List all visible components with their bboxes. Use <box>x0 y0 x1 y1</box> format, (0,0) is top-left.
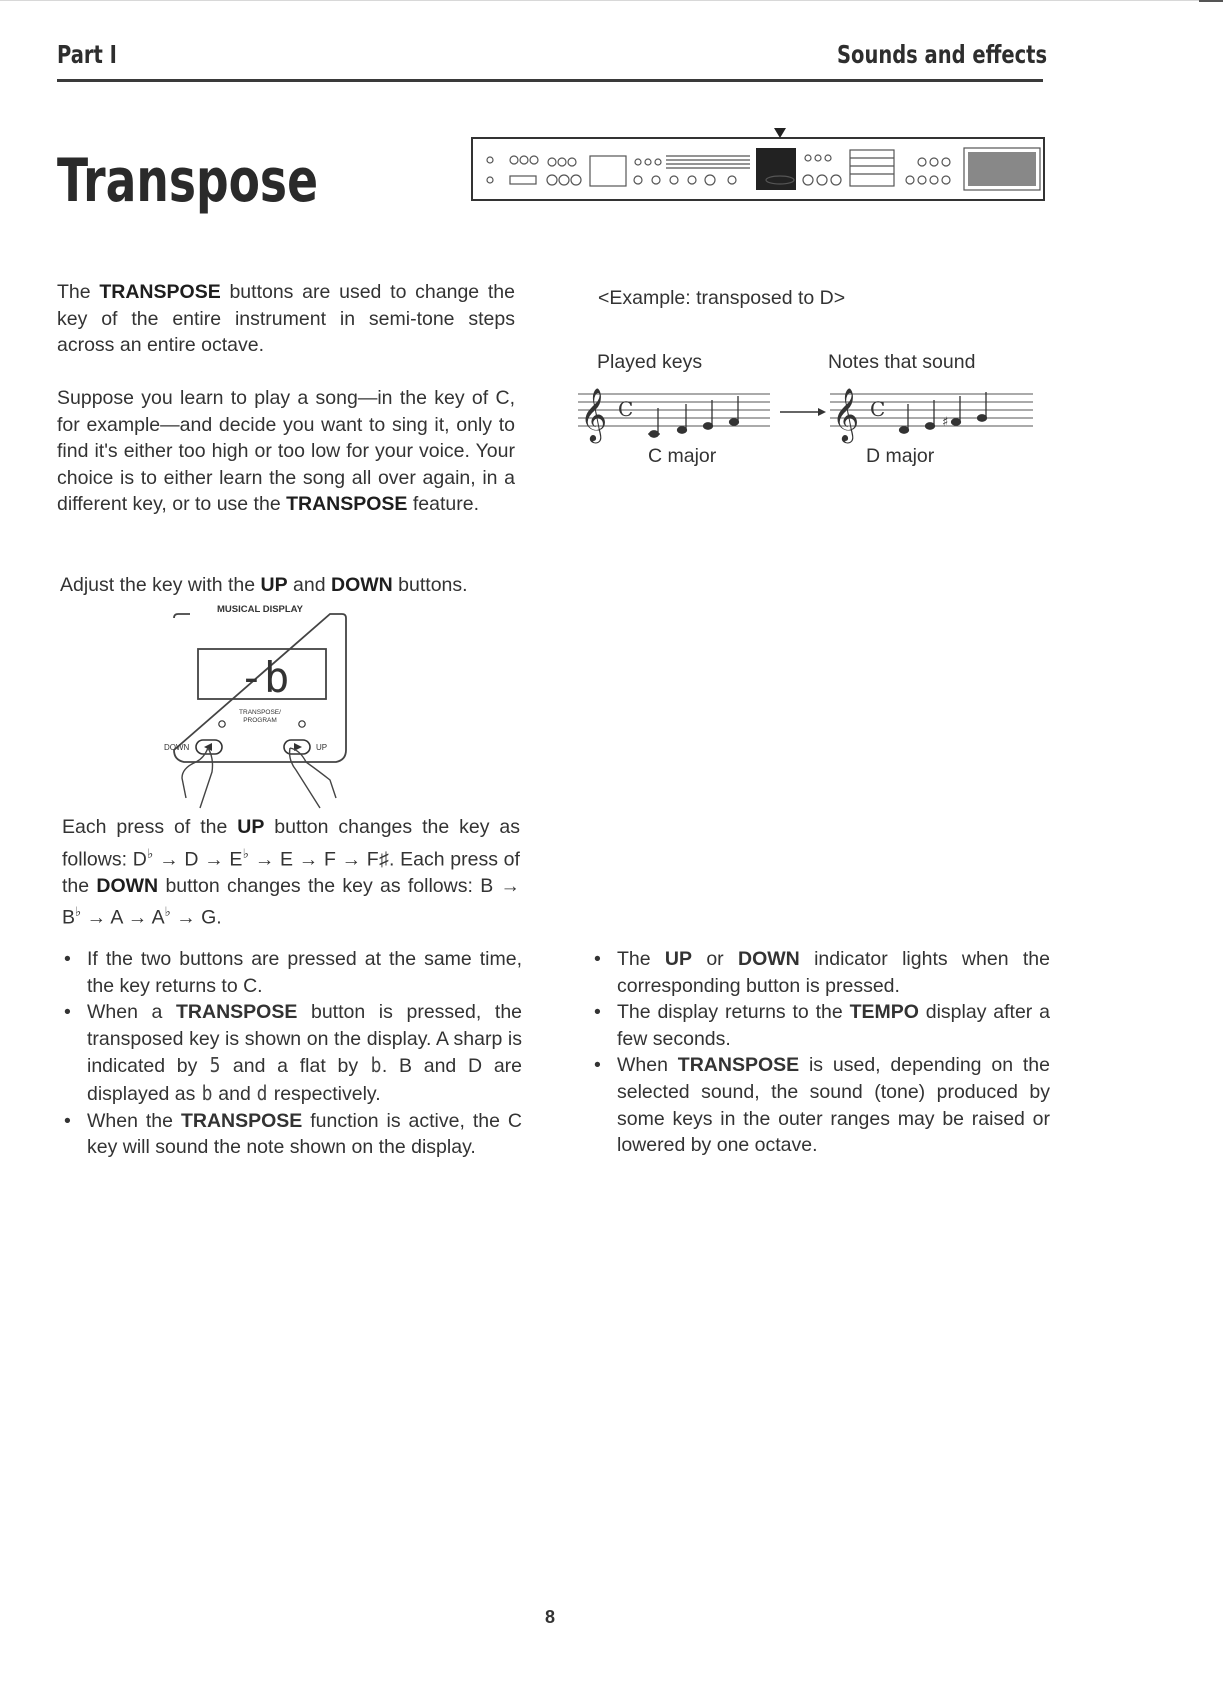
text-fragment: and a flat by <box>221 1055 370 1078</box>
keyword-up: UP <box>664 948 693 970</box>
sharp-icon: ♯ <box>942 415 949 430</box>
text-fragment: display after a few seconds. <box>617 1001 1050 1050</box>
keyword-down: DOWN <box>96 874 159 897</box>
key-f-sharp: F♯ <box>366 848 390 871</box>
intro-paragraph <box>57 279 515 359</box>
text-fragment: . Each press of the <box>62 848 520 897</box>
sounding-notes-label: Notes that sound <box>828 351 976 373</box>
list-item <box>62 1108 522 1161</box>
bullet-list-left <box>62 946 522 1161</box>
header-rule <box>57 79 1043 82</box>
keyword-up: UP <box>260 574 288 596</box>
text-fragment: buttons. <box>392 574 468 596</box>
page-title: Transpose <box>57 146 319 216</box>
key-a: A <box>151 906 165 929</box>
note-f-sharp <box>952 419 961 425</box>
text-fragment: and <box>212 1082 257 1105</box>
list-item <box>62 999 522 1107</box>
part-label: Part I <box>57 40 117 69</box>
example-caption: <Example: transposed to D> <box>598 287 846 309</box>
text-fragment: and <box>287 574 331 596</box>
key-e: E <box>229 848 243 871</box>
text-fragment: feature. <box>407 493 479 516</box>
arrow: → <box>122 906 152 929</box>
text-fragment: button changes the key as follows: D <box>62 816 521 871</box>
treble-clef-icon: 𝄞 <box>832 387 860 441</box>
text-fragment: button changes the key as follows: B <box>158 874 494 897</box>
text-fragment: buttons are used to change the key of the entire instrument in semi-tone steps across an entire octave. <box>57 281 515 357</box>
note-c <box>650 431 659 437</box>
indicator-label-2: PROGRAM <box>243 717 277 724</box>
keyword-transpose: TRANSPOSE <box>286 493 408 516</box>
key-a: A <box>110 906 123 929</box>
flat-symbol: ♭ <box>75 904 82 920</box>
text-fragment: If the two buttons are pressed at the same time, the key returns to C. <box>87 948 522 997</box>
note-f <box>730 419 739 425</box>
text-fragment: The display returns to the <box>617 1001 850 1024</box>
note-d <box>900 427 909 433</box>
page-number: 8 <box>545 1607 556 1627</box>
musical-display-figure <box>160 602 360 812</box>
note-e <box>926 423 935 429</box>
flat-segment-glyph: b <box>370 1053 382 1078</box>
played-keys-label: Played keys <box>597 351 703 373</box>
list-item <box>592 999 1050 1052</box>
arrow: → <box>198 848 230 871</box>
key-sequence-paragraph <box>62 814 520 931</box>
arrow: → <box>153 848 185 871</box>
arrow: → <box>249 848 281 871</box>
note-d <box>678 427 687 433</box>
text-fragment: Each press of the <box>62 816 238 838</box>
indicator-label-1: TRANSPOSE/ <box>239 709 281 716</box>
key-f: F <box>323 848 336 871</box>
b-segment-glyph: b <box>201 1080 213 1105</box>
text-fragment: When the <box>87 1109 181 1132</box>
note-e <box>704 423 713 429</box>
text-fragment: The <box>57 281 100 303</box>
arrow: → <box>493 874 520 897</box>
key-e: E <box>280 848 294 871</box>
arrow: → <box>335 848 367 871</box>
common-time-icon: C <box>870 397 886 421</box>
d-segment-glyph: d <box>256 1080 268 1105</box>
keyword-transpose: TRANSPOSE <box>677 1054 800 1077</box>
control-panel-illustration <box>470 122 1048 202</box>
explanation-paragraph <box>57 385 515 518</box>
key-g: G. <box>201 906 222 929</box>
text-fragment: or <box>692 948 738 970</box>
list-item <box>592 1052 1050 1158</box>
flat-symbol: ♭ <box>164 904 171 920</box>
left-finger-icon <box>182 748 213 808</box>
arrow-icon <box>818 408 826 416</box>
flat-symbol: ♭ <box>146 845 154 861</box>
up-label: UP <box>316 743 328 752</box>
treble-clef-icon: 𝄞 <box>580 387 608 441</box>
text-fragment: function is active, the C key will sound the note shown on the display. <box>87 1109 522 1159</box>
down-label: DOWN <box>164 743 190 752</box>
down-indicator-led <box>219 721 225 727</box>
c-major-label: C major <box>648 445 717 467</box>
display-title: MUSICAL DISPLAY <box>216 604 304 615</box>
key-b: B <box>62 906 76 929</box>
text-fragment: When <box>617 1054 678 1077</box>
arrow: → <box>81 906 111 929</box>
common-time-icon: C <box>618 397 634 421</box>
arrow: → <box>170 906 202 929</box>
list-item <box>62 946 522 999</box>
keyword-transpose: TRANSPOSE <box>180 1109 303 1132</box>
list-item <box>592 946 1050 999</box>
adjust-instruction <box>60 572 530 599</box>
keyword-up: UP <box>237 816 265 838</box>
section-label: Sounds and effects <box>837 40 1048 69</box>
display-readout: -b <box>238 653 290 702</box>
sharp-segment-glyph: 5 <box>209 1053 221 1078</box>
top-edge-line <box>0 0 1223 1</box>
keyword-down: DOWN <box>738 948 800 970</box>
staff-example <box>578 380 1038 448</box>
text-fragment: is used, depending on the selected sound, the sound (tone) produced by some keys in the outer ranges may be raised or lowered by one octave. <box>617 1054 1051 1157</box>
keyword-tempo: TEMPO <box>849 1001 919 1024</box>
keyword-transpose: TRANSPOSE <box>176 1001 298 1024</box>
text-fragment: When a <box>87 1001 177 1024</box>
flat-symbol: ♭ <box>242 845 250 861</box>
text-fragment: button is pressed, the transposed key is shown on the display. A sharp is indicated by <box>87 1001 523 1078</box>
key-d: D <box>184 848 199 871</box>
corner-mark <box>1199 0 1223 2</box>
right-finger-icon <box>290 748 336 808</box>
keyword-down: DOWN <box>331 574 393 596</box>
text-fragment: Adjust the key with the <box>60 574 261 596</box>
bullet-list-right <box>592 946 1050 1159</box>
up-indicator-led <box>299 721 305 727</box>
d-major-label: D major <box>866 445 935 467</box>
text-fragment: . B and D are displayed as <box>87 1055 522 1105</box>
arrow: → <box>293 848 324 871</box>
note-g <box>978 415 987 421</box>
text-fragment: The <box>617 948 665 970</box>
text-fragment: respectively. <box>268 1082 381 1105</box>
keyword-transpose: TRANSPOSE <box>99 281 221 303</box>
text-fragment: Suppose you learn to play a song—in the key of C, for example—and decide you want to sing it, only to find it's either too high or too low for your voice. Your choice is to either learn the song all over again, in a different key, or to use the <box>57 387 515 516</box>
text-fragment: indicator lights when the corresponding button is pressed. <box>617 948 1050 997</box>
